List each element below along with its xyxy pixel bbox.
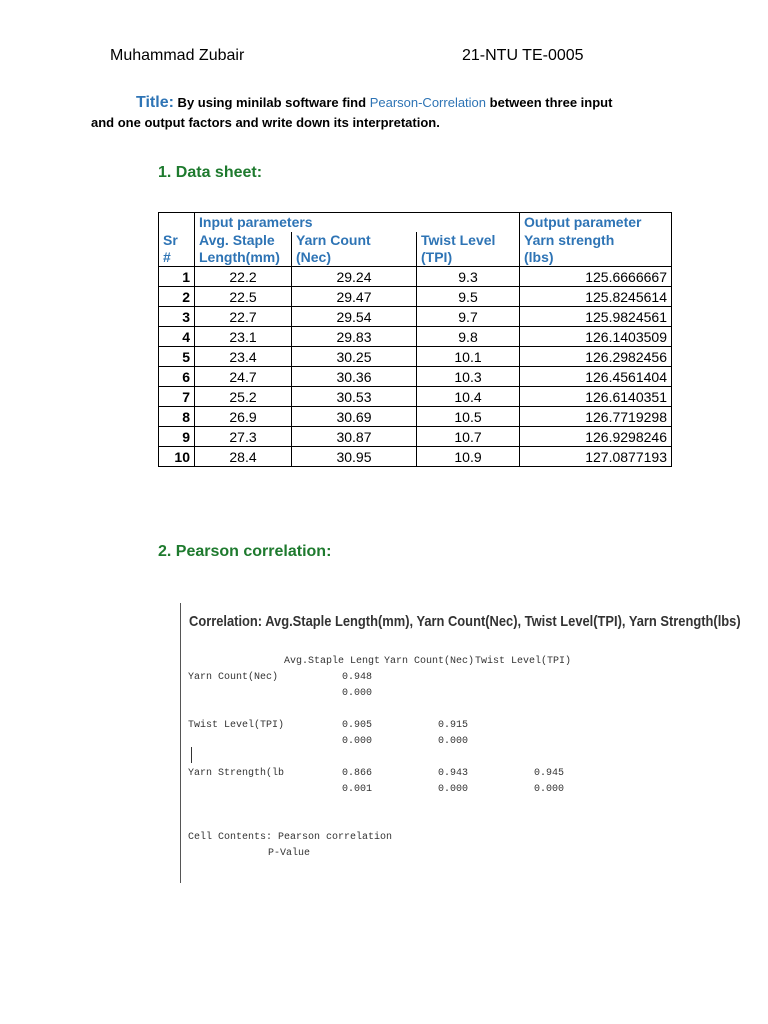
title-line-2: and one output factors and write down its interpretation. [91, 115, 440, 130]
registration-number: 21-NTU TE-0005 [462, 47, 584, 64]
table-column-header-row [159, 232, 672, 267]
table-row: 8 26.9 30.69 10.5 126.7719298 [159, 407, 672, 427]
section-heading-data-sheet: 1. Data sheet: [158, 164, 263, 181]
corr-value: 0.915 [438, 720, 469, 731]
table-row: 6 24.7 30.36 10.3 126.4561404 [159, 367, 672, 387]
table-group-header-row [159, 213, 672, 233]
cell-contents-line-1: Cell Contents: Pearson correlation [188, 832, 393, 843]
corr-value: 0.905 [342, 720, 373, 731]
data-sheet-table [158, 212, 672, 467]
staple-length-header: Avg. Staple Length(mm) [195, 232, 292, 267]
p-value: 0.000 [534, 784, 565, 795]
corr-col-header-staple: Avg.Staple Lengt [284, 656, 381, 667]
table-row: 2 22.5 29.47 9.5 125.8245614 [159, 287, 672, 307]
table-row: 3 22.7 29.54 9.7 125.9824561 [159, 307, 672, 327]
table-row: 7 25.2 30.53 10.4 126.6140351 [159, 387, 672, 407]
yarn-strength-header: Yarn strength (lbs) [520, 232, 672, 267]
correlation-output-title: Correlation: Avg.Staple Length(mm), Yarn Count(Nec), Twist Level(TPI), Yarn Strength(lbs) [189, 613, 741, 630]
p-value: 0.001 [342, 784, 373, 795]
yarn-count-header: Yarn Count (Nec) [292, 232, 417, 267]
table-corner-cell [159, 213, 195, 233]
table-row: 5 23.4 30.25 10.1 126.2982456 [159, 347, 672, 367]
table-row: 1 22.2 29.24 9.3 125.6666667 [159, 267, 672, 287]
corr-value: 0.945 [534, 768, 565, 779]
title-text-part2: between three input [486, 95, 613, 110]
table-row: 4 23.1 29.83 9.8 126.1403509 [159, 327, 672, 347]
corr-value: 0.943 [438, 768, 469, 779]
corr-row-label-strength: Yarn Strength(lb [188, 768, 285, 779]
corr-value: 0.948 [342, 672, 373, 683]
author-name: Muhammad Zubair [110, 47, 245, 64]
corr-row-label-twist: Twist Level(TPI) [188, 720, 285, 731]
title-highlight: Pearson-Correlation [369, 95, 487, 110]
title-label: Title: [136, 94, 174, 111]
corr-row-label-count: Yarn Count(Nec) [188, 672, 279, 683]
text-cursor [191, 747, 192, 763]
p-value: 0.000 [342, 688, 373, 699]
p-value: 0.000 [438, 784, 469, 795]
table-row: 9 27.3 30.87 10.7 126.9298246 [159, 427, 672, 447]
p-value: 0.000 [342, 736, 373, 747]
title-line-1 [136, 94, 612, 112]
title-text-part1: By using minilab software find [173, 95, 370, 110]
input-parameters-header: Input parameters [195, 213, 520, 233]
minitab-output [180, 603, 741, 883]
corr-col-header-count: Yarn Count(Nec) [384, 656, 475, 667]
output-parameter-header: Output parameter [520, 213, 672, 233]
table-row: 10 28.4 30.95 10.9 127.0877193 [159, 447, 672, 467]
corr-value: 0.866 [342, 768, 373, 779]
corr-col-header-twist: Twist Level(TPI) [475, 656, 572, 667]
p-value: 0.000 [438, 736, 469, 747]
twist-level-header: Twist Level (TPI) [417, 232, 520, 267]
cell-contents-line-2: P-Value [268, 848, 311, 859]
section-heading-pearson: 2. Pearson correlation: [158, 543, 332, 560]
sr-header: Sr # [159, 232, 195, 267]
